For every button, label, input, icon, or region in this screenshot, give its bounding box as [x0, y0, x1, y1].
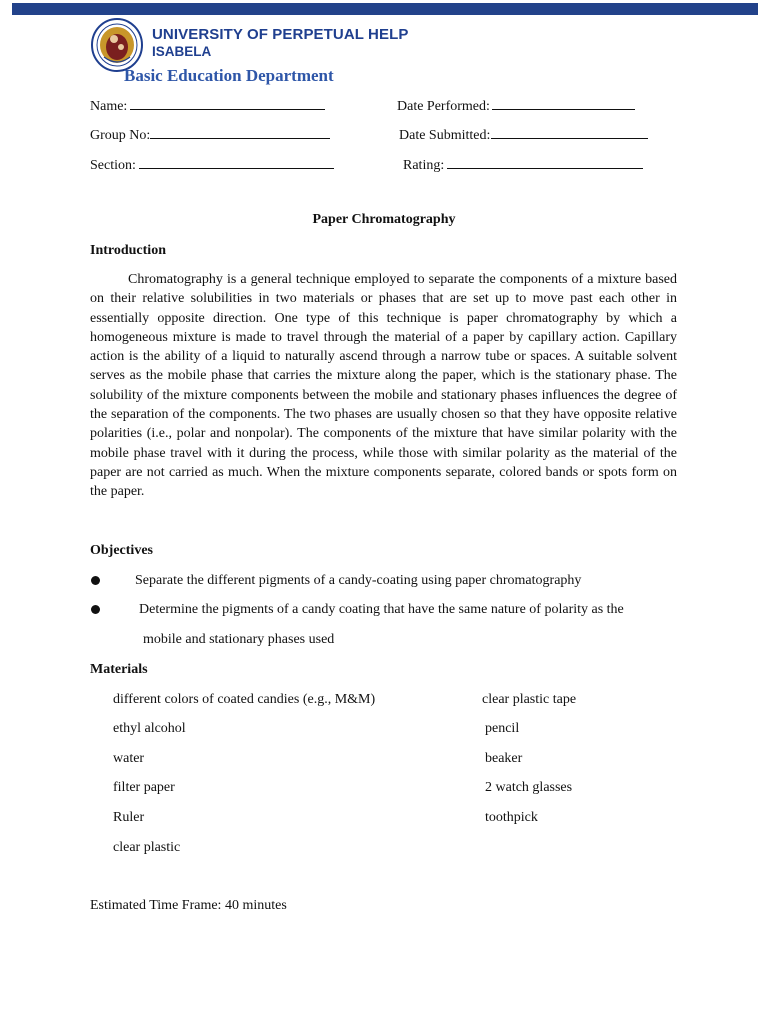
document-title: Paper Chromatography [312, 212, 456, 227]
objectives-heading: Objectives [90, 543, 153, 558]
date-performed-blank[interactable] [492, 95, 635, 110]
campus-name: ISABELA [152, 44, 212, 59]
department-name: Basic Education Department [124, 66, 334, 85]
material-item: water [113, 751, 145, 766]
materials-heading: Materials [90, 662, 148, 677]
material-item: pencil [485, 721, 520, 736]
bullet-icon [91, 576, 100, 585]
date-submitted-label: Date Submitted: [399, 128, 491, 143]
group-blank[interactable] [150, 124, 330, 139]
introduction-paragraph: Chromatography is a general technique employed to separate the components of a mixture based on their relative solubilities in two materials or phases that are set up to move past each other in essentially opposite direction. One type of this technique is paper chromatography by which a homogeneous mixture is made to travel through the material of a paper by capillary action. Capillary action is the ability of a liquid to naturally ascend through a narrow tube or spaces. A suitable solvent serves as the mobile phase that carries the mixture along the paper, which is the stationary phase. The solubility of the mixture components between the mobile and stationary phases influences the degree of the separation of the components. The two phases are usually chosen so that they have opposite relative polarities (i.e., polar and nonpolar). The components of the mixture that have similar polarity with the mobile phase travel with it during the process, while those with similar polarity as the material of the paper are not carried as much. When the mixture components separate, colored bands or spots form on the paper. [90, 272, 677, 500]
rating-blank[interactable] [447, 154, 643, 169]
section-field[interactable] [90, 154, 334, 174]
time-frame: Estimated Time Frame: 40 minutes [90, 898, 287, 913]
material-item: clear plastic [113, 840, 181, 855]
date-performed-field[interactable] [397, 95, 635, 115]
section-blank[interactable] [139, 154, 334, 169]
material-item: toothpick [485, 810, 538, 825]
material-item: beaker [485, 751, 523, 766]
material-item: Ruler [113, 810, 145, 825]
university-seal-icon [90, 17, 144, 73]
material-item: 2 watch glasses [485, 780, 573, 795]
objective-item-continued: mobile and stationary phases used [143, 632, 335, 647]
introduction-heading: Introduction [90, 243, 166, 258]
date-performed-label: Date Performed: [397, 99, 490, 114]
group-field[interactable] [90, 124, 330, 144]
material-item: clear plastic tape [482, 692, 577, 707]
name-label: Name: [90, 99, 128, 114]
name-field[interactable] [90, 95, 325, 115]
objective-item: Determine the pigments of a candy coating that have the same nature of polarity as the [139, 602, 624, 617]
material-item: filter paper [113, 780, 175, 795]
rating-field[interactable] [403, 154, 643, 174]
group-label: Group No: [90, 128, 151, 143]
header-bar [12, 3, 758, 15]
bullet-icon [91, 605, 100, 614]
date-submitted-blank[interactable] [491, 124, 648, 139]
section-label: Section: [90, 158, 136, 173]
material-item: different colors of coated candies (e.g., M&M) [113, 692, 376, 707]
rating-label: Rating: [403, 158, 445, 173]
date-submitted-field[interactable] [399, 124, 648, 144]
material-item: ethyl alcohol [113, 721, 186, 736]
objective-item: Separate the different pigments of a candy-coating using paper chromatography [135, 573, 582, 588]
introduction-body [90, 270, 677, 502]
university-name: UNIVERSITY OF PERPETUAL HELP [152, 26, 409, 43]
name-blank[interactable] [130, 95, 325, 110]
